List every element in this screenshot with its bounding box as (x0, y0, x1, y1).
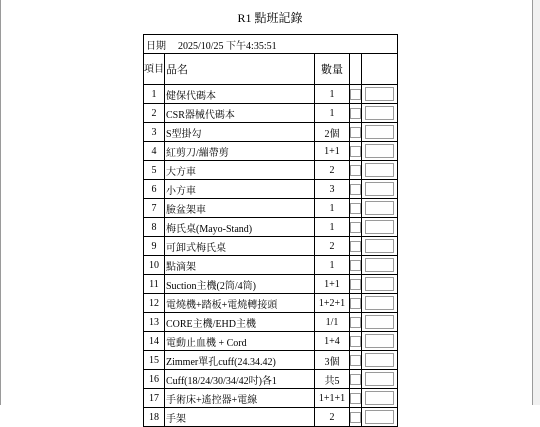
row-note-input[interactable] (365, 258, 394, 272)
row-check-cell (350, 142, 362, 161)
table-row (144, 294, 398, 313)
row-note-input[interactable] (365, 106, 394, 120)
row-checkbox[interactable] (350, 260, 361, 271)
row-item-name: 點滴架 (165, 256, 315, 275)
table-row (144, 313, 398, 332)
row-quantity: 2 (315, 408, 350, 427)
row-quantity: 2 (315, 237, 350, 256)
row-check-cell (350, 237, 362, 256)
row-quantity: 1+2+1 (315, 294, 350, 313)
row-item-name: 臉盆架車 (165, 199, 315, 218)
row-item-no: 16 (144, 370, 165, 389)
row-note-input[interactable] (365, 391, 394, 405)
row-item-name: Cuff(18/24/30/34/42吋)各1 (165, 370, 315, 389)
row-checkbox[interactable] (350, 393, 361, 404)
row-check-cell (350, 199, 362, 218)
row-note-cell (362, 218, 398, 237)
row-checkbox[interactable] (350, 279, 361, 290)
table-row (144, 351, 398, 370)
row-quantity: 1+4 (315, 332, 350, 351)
row-quantity: 2 (315, 161, 350, 180)
row-quantity: 1+1 (315, 275, 350, 294)
header-item-name: 品名 (165, 54, 315, 85)
row-quantity: 1+1 (315, 142, 350, 161)
row-item-name: Suction主機(2筒/4筒) (165, 275, 315, 294)
row-note-cell (362, 351, 398, 370)
date-row (144, 35, 398, 54)
row-item-name: 電燒機+踏板+電燒轉接頭 (165, 294, 315, 313)
row-check-cell (350, 275, 362, 294)
row-note-input[interactable] (365, 296, 394, 310)
record-table (143, 34, 398, 427)
row-check-cell (350, 85, 362, 104)
row-note-cell (362, 104, 398, 123)
table-row (144, 104, 398, 123)
row-note-input[interactable] (365, 277, 394, 291)
row-item-no: 7 (144, 199, 165, 218)
row-check-cell (350, 104, 362, 123)
page-title: R1 點班記錄 (237, 11, 303, 25)
row-item-no: 8 (144, 218, 165, 237)
header-item-no: 項目 (144, 54, 165, 85)
table-row (144, 237, 398, 256)
row-note-cell (362, 408, 398, 427)
row-check-cell (350, 313, 362, 332)
row-checkbox[interactable] (350, 412, 361, 423)
row-quantity: 1+1+1 (315, 389, 350, 408)
row-quantity: 1 (315, 199, 350, 218)
table-row (144, 370, 398, 389)
row-check-cell (350, 218, 362, 237)
row-quantity: 1 (315, 256, 350, 275)
table-row (144, 199, 398, 218)
row-item-name: 電動止血機 + Cord (165, 332, 315, 351)
row-check-cell (350, 256, 362, 275)
row-item-name: 健保代碼本 (165, 85, 315, 104)
row-item-name: 大方車 (165, 161, 315, 180)
row-checkbox[interactable] (350, 298, 361, 309)
row-note-cell (362, 142, 398, 161)
row-item-no: 9 (144, 237, 165, 256)
row-item-no: 4 (144, 142, 165, 161)
row-note-input[interactable] (365, 372, 394, 386)
row-note-cell (362, 180, 398, 199)
row-checkbox[interactable] (350, 89, 361, 100)
row-item-name: 手架 (165, 408, 315, 427)
row-check-cell (350, 123, 362, 142)
row-quantity: 2個 (315, 123, 350, 142)
scrollbar-track[interactable] (533, 0, 540, 405)
row-checkbox[interactable] (350, 203, 361, 214)
table-row (144, 218, 398, 237)
row-note-input[interactable] (365, 144, 394, 158)
row-item-name: 小方車 (165, 180, 315, 199)
row-item-no: 11 (144, 275, 165, 294)
header-note-column (362, 54, 398, 85)
table-row (144, 161, 398, 180)
table-row (144, 256, 398, 275)
row-item-name: Zimmer單孔cuff(24.34.42) (165, 351, 315, 370)
table-row (144, 142, 398, 161)
row-item-no: 14 (144, 332, 165, 351)
row-note-cell (362, 85, 398, 104)
row-note-input[interactable] (365, 220, 394, 234)
row-item-no: 6 (144, 180, 165, 199)
table-row (144, 275, 398, 294)
row-checkbox[interactable] (350, 184, 361, 195)
header-row (144, 54, 398, 85)
row-quantity: 1 (315, 104, 350, 123)
row-item-no: 2 (144, 104, 165, 123)
row-item-name: 可卸式梅氏桌 (165, 237, 315, 256)
row-item-no: 18 (144, 408, 165, 427)
row-note-cell (362, 313, 398, 332)
row-checkbox[interactable] (350, 336, 361, 347)
row-item-name: 紅剪刀/繃帶剪 (165, 142, 315, 161)
header-quantity: 數量 (315, 54, 350, 85)
row-note-cell (362, 370, 398, 389)
row-note-cell (362, 237, 398, 256)
row-check-cell (350, 389, 362, 408)
row-checkbox[interactable] (350, 146, 361, 157)
row-item-name: 梅氏桌(Mayo-Stand) (165, 218, 315, 237)
header-check-column (350, 54, 362, 85)
table-row (144, 408, 398, 427)
row-checkbox[interactable] (350, 127, 361, 138)
row-item-name: CORE主機/EHD主機 (165, 313, 315, 332)
row-check-cell (350, 408, 362, 427)
row-item-no: 1 (144, 85, 165, 104)
row-quantity: 3 (315, 180, 350, 199)
row-check-cell (350, 370, 362, 389)
row-note-cell (362, 275, 398, 294)
row-note-cell (362, 199, 398, 218)
row-item-no: 13 (144, 313, 165, 332)
row-note-cell (362, 123, 398, 142)
row-quantity: 1/1 (315, 313, 350, 332)
row-note-cell (362, 256, 398, 275)
row-note-input[interactable] (365, 87, 394, 101)
row-note-input[interactable] (365, 353, 394, 367)
row-item-no: 3 (144, 123, 165, 142)
row-item-no: 12 (144, 294, 165, 313)
row-checkbox[interactable] (350, 241, 361, 252)
table-row (144, 85, 398, 104)
table-row (144, 180, 398, 199)
row-checkbox[interactable] (350, 374, 361, 385)
row-note-input[interactable] (365, 201, 394, 215)
row-item-no: 17 (144, 389, 165, 408)
row-note-cell (362, 294, 398, 313)
row-item-name: CSR器械代碼本 (165, 104, 315, 123)
table-row (144, 332, 398, 351)
row-checkbox[interactable] (350, 317, 361, 328)
row-quantity: 1 (315, 85, 350, 104)
row-check-cell (350, 294, 362, 313)
row-item-name: S型掛勾 (165, 123, 315, 142)
date-label: 日期 (146, 40, 166, 52)
table-row (144, 123, 398, 142)
date-cell (144, 35, 398, 54)
row-checkbox[interactable] (350, 222, 361, 233)
row-note-input[interactable] (365, 163, 394, 177)
row-note-input[interactable] (365, 410, 394, 424)
row-quantity: 3個 (315, 351, 350, 370)
page-left-border (0, 0, 1, 405)
row-check-cell (350, 332, 362, 351)
row-item-no: 15 (144, 351, 165, 370)
row-note-input[interactable] (365, 239, 394, 253)
row-checkbox[interactable] (350, 355, 361, 366)
row-note-cell (362, 161, 398, 180)
row-check-cell (350, 351, 362, 370)
row-note-input[interactable] (365, 125, 394, 139)
date-value: 2025/10/25 下午4:35:51 (178, 40, 277, 52)
row-note-input[interactable] (365, 182, 394, 196)
row-check-cell (350, 161, 362, 180)
row-item-name: 手術床+遙控器+電線 (165, 389, 315, 408)
row-note-cell (362, 332, 398, 351)
row-check-cell (350, 180, 362, 199)
row-note-input[interactable] (365, 334, 394, 348)
row-note-cell (362, 389, 398, 408)
row-checkbox[interactable] (350, 108, 361, 119)
row-quantity: 1 (315, 218, 350, 237)
row-note-input[interactable] (365, 315, 394, 329)
row-item-no: 5 (144, 161, 165, 180)
table-row (144, 389, 398, 408)
row-checkbox[interactable] (350, 165, 361, 176)
row-quantity: 共5 (315, 370, 350, 389)
row-item-no: 10 (144, 256, 165, 275)
